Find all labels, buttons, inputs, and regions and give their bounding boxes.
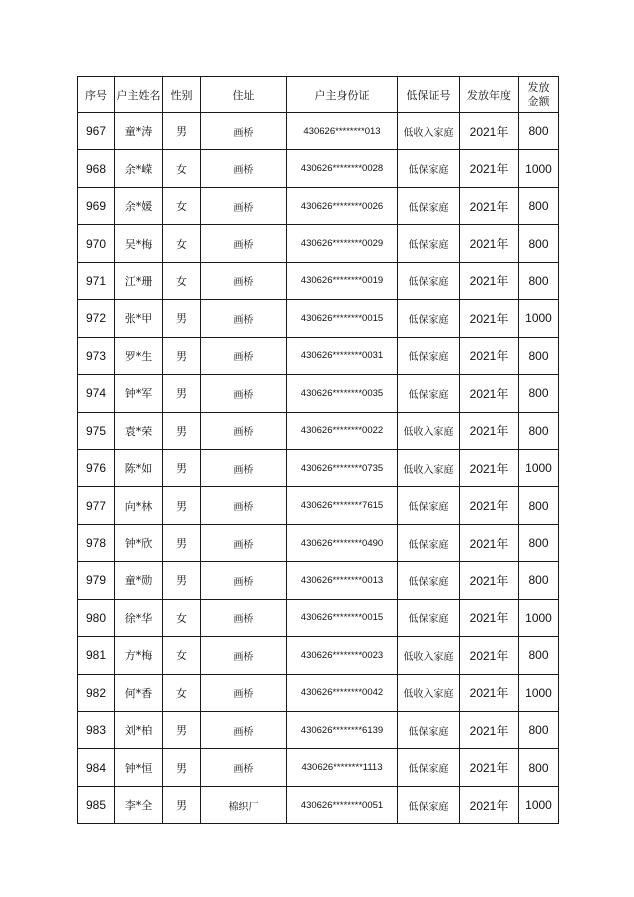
cell-cert: 低保家庭 [398,562,460,599]
cell-name: 罗*生 [115,337,163,374]
cell-no: 967 [78,113,115,150]
cell-id: 430626********0019 [287,262,398,299]
table-row [78,487,559,524]
cell-amount: 800 [519,113,559,150]
cell-id: 430626********0031 [287,337,398,374]
table-row [78,712,559,749]
cell-name: 钟*军 [115,375,163,412]
header-cell-no: 序号 [78,77,115,113]
cell-amount: 800 [519,262,559,299]
cell-cert: 低保家庭 [398,337,460,374]
cell-address: 画桥 [201,375,287,412]
cell-gender: 女 [163,637,201,674]
cell-no: 979 [78,562,115,599]
cell-address: 画桥 [201,150,287,187]
cell-no: 969 [78,187,115,224]
cell-gender: 女 [163,262,201,299]
cell-gender: 男 [163,487,201,524]
cell-name: 童*勋 [115,562,163,599]
cell-cert: 低收入家庭 [398,674,460,711]
cell-cert: 低保家庭 [398,150,460,187]
cell-no: 982 [78,674,115,711]
cell-gender: 女 [163,674,201,711]
cell-gender: 男 [163,524,201,561]
cell-id: 430626********0022 [287,412,398,449]
table-row [78,187,559,224]
cell-amount: 800 [519,562,559,599]
cell-address: 画桥 [201,337,287,374]
cell-cert: 低收入家庭 [398,113,460,150]
cell-amount: 800 [519,187,559,224]
cell-name: 余*嵘 [115,150,163,187]
cell-id: 430626********0028 [287,150,398,187]
cell-name: 向*林 [115,487,163,524]
table-row [78,300,559,337]
cell-amount: 800 [519,637,559,674]
cell-name: 李*全 [115,786,163,823]
cell-address: 画桥 [201,749,287,786]
cell-id: 430626********0042 [287,674,398,711]
cell-cert: 低收入家庭 [398,637,460,674]
cell-year: 2021年 [460,487,519,524]
cell-year: 2021年 [460,599,519,636]
table-row [78,599,559,636]
cell-address: 画桥 [201,300,287,337]
table-row [78,562,559,599]
cell-cert: 低保家庭 [398,375,460,412]
subsidy-table [77,76,559,824]
cell-name: 钟*恒 [115,749,163,786]
cell-cert: 低保家庭 [398,487,460,524]
cell-gender: 女 [163,187,201,224]
cell-amount: 800 [519,749,559,786]
cell-address: 画桥 [201,674,287,711]
cell-address: 画桥 [201,487,287,524]
cell-cert: 低保家庭 [398,786,460,823]
cell-name: 陈*如 [115,449,163,486]
cell-no: 983 [78,712,115,749]
table-row [78,375,559,412]
cell-cert: 低保家庭 [398,300,460,337]
table-row [78,225,559,262]
cell-name: 江*珊 [115,262,163,299]
cell-year: 2021年 [460,524,519,561]
table-body [78,113,559,824]
cell-no: 968 [78,150,115,187]
cell-year: 2021年 [460,337,519,374]
header-cell-gender: 性别 [163,77,201,113]
cell-no: 976 [78,449,115,486]
cell-cert: 低保家庭 [398,187,460,224]
cell-no: 971 [78,262,115,299]
cell-no: 980 [78,599,115,636]
cell-id: 430626********0015 [287,300,398,337]
cell-address: 棉织厂 [201,786,287,823]
header-cell-cert: 低保证号 [398,77,460,113]
cell-address: 画桥 [201,637,287,674]
cell-id: 430626********7615 [287,487,398,524]
cell-gender: 男 [163,412,201,449]
cell-amount: 1000 [519,786,559,823]
table-row [78,449,559,486]
cell-year: 2021年 [460,187,519,224]
cell-amount: 1000 [519,674,559,711]
cell-year: 2021年 [460,674,519,711]
cell-no: 985 [78,786,115,823]
cell-address: 画桥 [201,712,287,749]
cell-gender: 男 [163,786,201,823]
cell-no: 973 [78,337,115,374]
cell-year: 2021年 [460,300,519,337]
cell-amount: 800 [519,524,559,561]
cell-amount: 800 [519,487,559,524]
cell-id: 430626********6139 [287,712,398,749]
cell-year: 2021年 [460,786,519,823]
cell-address: 画桥 [201,599,287,636]
table-row [78,524,559,561]
cell-amount: 1000 [519,449,559,486]
table-row [78,674,559,711]
cell-id: 430626********0013 [287,562,398,599]
cell-cert: 低保家庭 [398,712,460,749]
cell-gender: 男 [163,562,201,599]
cell-year: 2021年 [460,637,519,674]
cell-amount: 800 [519,712,559,749]
cell-year: 2021年 [460,262,519,299]
cell-no: 981 [78,637,115,674]
cell-no: 975 [78,412,115,449]
cell-id: 430626********0735 [287,449,398,486]
table-row [78,337,559,374]
table-row [78,412,559,449]
cell-gender: 男 [163,749,201,786]
cell-name: 余*媛 [115,187,163,224]
header-cell-name: 户主姓名 [115,77,163,113]
cell-gender: 女 [163,225,201,262]
cell-address: 画桥 [201,524,287,561]
cell-gender: 男 [163,300,201,337]
table-row [78,113,559,150]
cell-address: 画桥 [201,562,287,599]
cell-address: 画桥 [201,412,287,449]
cell-gender: 男 [163,712,201,749]
cell-name: 钟*欣 [115,524,163,561]
header-row [78,77,559,113]
cell-cert: 低收入家庭 [398,412,460,449]
cell-cert: 低保家庭 [398,262,460,299]
table-row [78,262,559,299]
cell-year: 2021年 [460,113,519,150]
cell-cert: 低保家庭 [398,524,460,561]
cell-gender: 男 [163,113,201,150]
cell-gender: 男 [163,449,201,486]
cell-amount: 800 [519,412,559,449]
cell-cert: 低保家庭 [398,599,460,636]
cell-cert: 低收入家庭 [398,449,460,486]
cell-id: 430626********0029 [287,225,398,262]
cell-no: 977 [78,487,115,524]
cell-no: 974 [78,375,115,412]
cell-gender: 女 [163,599,201,636]
cell-name: 童*涛 [115,113,163,150]
cell-address: 画桥 [201,225,287,262]
cell-name: 张*甲 [115,300,163,337]
table-row [78,150,559,187]
cell-year: 2021年 [460,449,519,486]
table-row [78,749,559,786]
cell-id: 430626********0035 [287,375,398,412]
cell-id: 430626********0051 [287,786,398,823]
cell-year: 2021年 [460,150,519,187]
cell-year: 2021年 [460,749,519,786]
cell-id: 430626********0023 [287,637,398,674]
cell-name: 袁*荣 [115,412,163,449]
cell-name: 吴*梅 [115,225,163,262]
cell-year: 2021年 [460,225,519,262]
cell-gender: 男 [163,375,201,412]
cell-address: 画桥 [201,113,287,150]
cell-no: 978 [78,524,115,561]
cell-amount: 800 [519,337,559,374]
cell-name: 方*梅 [115,637,163,674]
table-row [78,786,559,823]
cell-cert: 低保家庭 [398,225,460,262]
cell-year: 2021年 [460,562,519,599]
cell-cert: 低保家庭 [398,749,460,786]
cell-no: 972 [78,300,115,337]
cell-year: 2021年 [460,412,519,449]
cell-id: 430626********0490 [287,524,398,561]
cell-id: 430626********0026 [287,187,398,224]
cell-address: 画桥 [201,187,287,224]
header-cell-year: 发放年度 [460,77,519,113]
cell-name: 何*香 [115,674,163,711]
cell-id: 430626********013 [287,113,398,150]
cell-gender: 女 [163,150,201,187]
cell-amount: 800 [519,225,559,262]
table-row [78,637,559,674]
cell-id: 430626********0015 [287,599,398,636]
cell-year: 2021年 [460,712,519,749]
cell-no: 984 [78,749,115,786]
header-cell-amount: 发放 金额 [519,77,559,113]
cell-gender: 男 [163,337,201,374]
cell-no: 970 [78,225,115,262]
cell-address: 画桥 [201,262,287,299]
cell-address: 画桥 [201,449,287,486]
header-cell-id: 户主身份证 [287,77,398,113]
cell-amount: 1000 [519,150,559,187]
cell-year: 2021年 [460,375,519,412]
cell-name: 刘*柏 [115,712,163,749]
header-cell-address: 住址 [201,77,287,113]
cell-id: 430626********1113 [287,749,398,786]
cell-amount: 1000 [519,300,559,337]
cell-amount: 1000 [519,599,559,636]
cell-name: 徐*华 [115,599,163,636]
cell-amount: 800 [519,375,559,412]
